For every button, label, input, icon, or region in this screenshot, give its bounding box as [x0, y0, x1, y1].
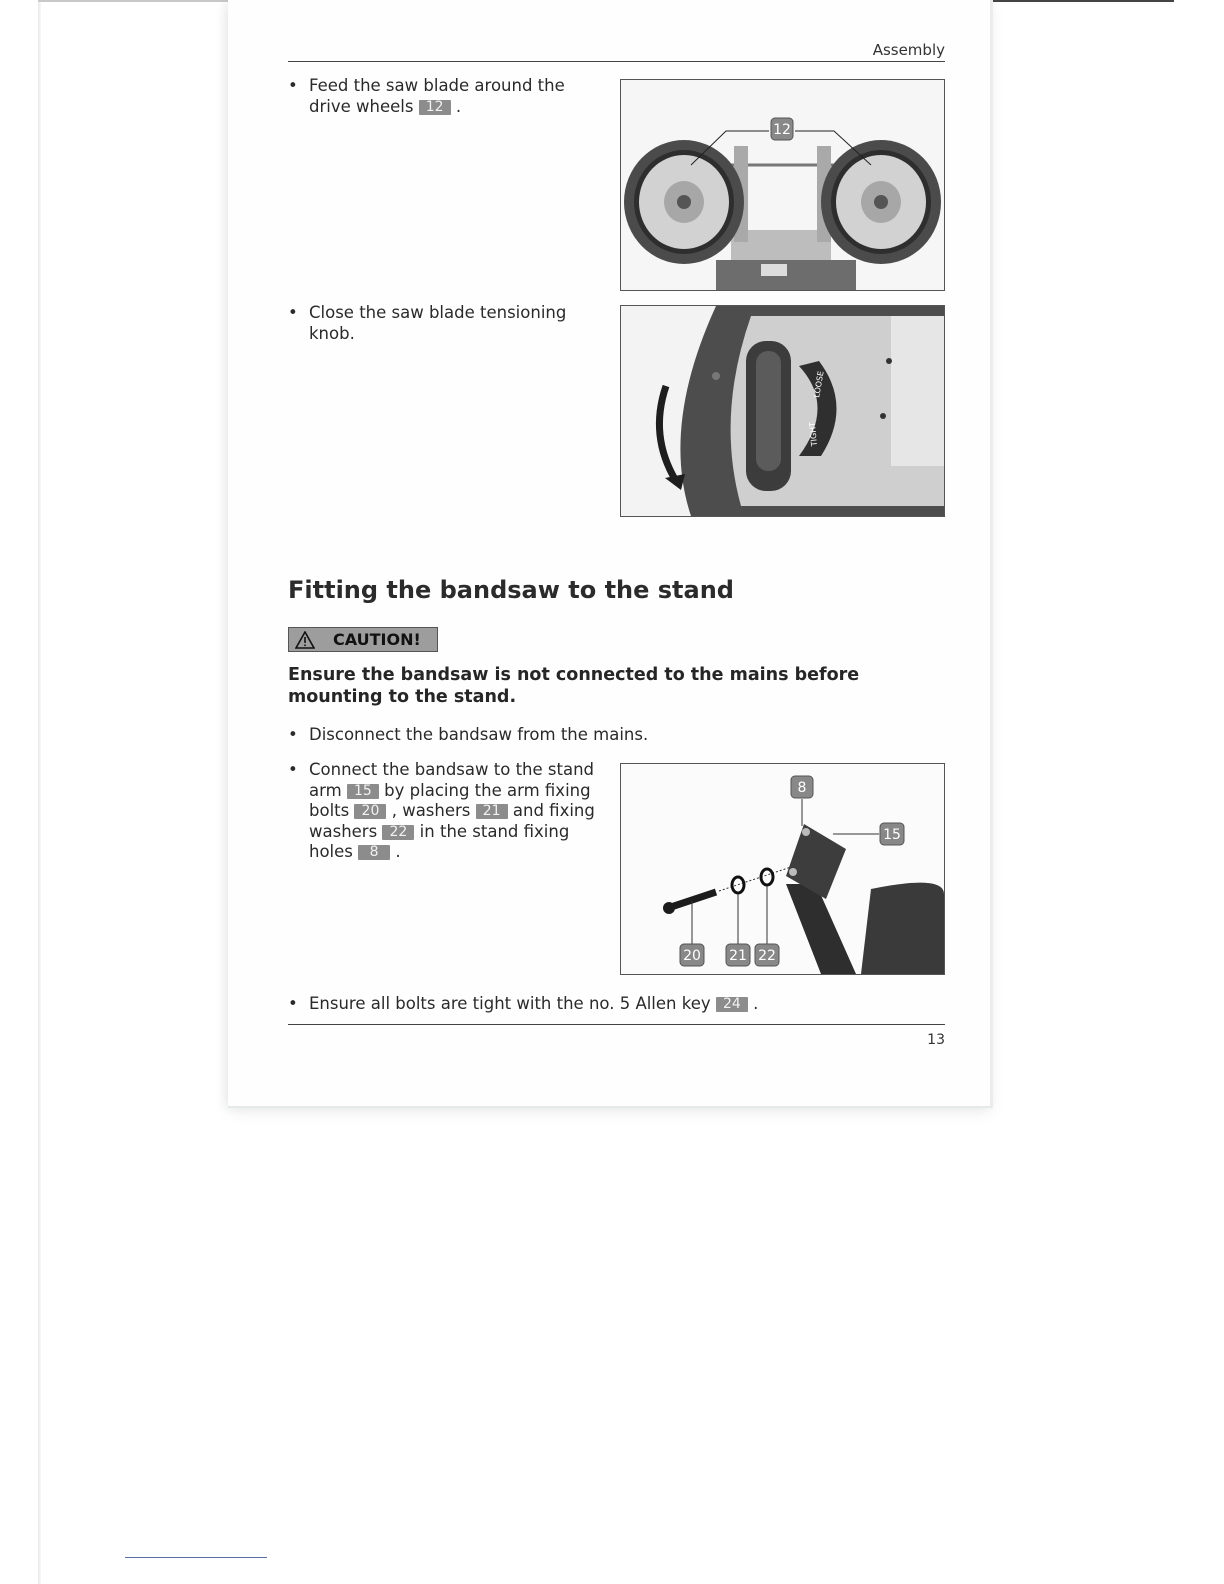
- scan-edge-left: [38, 0, 41, 1584]
- figure-stand-mount: [620, 763, 945, 975]
- bullet-dot: •: [288, 994, 298, 1013]
- step-text-part: by placing the arm fixing bolts: [309, 780, 591, 820]
- step-text: Disconnect the bandsaw from the mains.: [309, 725, 649, 744]
- figure-tension-knob: [620, 305, 945, 517]
- step-tighten-bolts: [288, 994, 928, 1015]
- step-text-part: Feed the saw blade around the drive wheels: [309, 76, 565, 116]
- running-header: Assembly: [872, 41, 945, 59]
- bullet-dot: •: [288, 725, 298, 744]
- caution-banner: [288, 627, 438, 652]
- callout-12: 12: [773, 122, 791, 138]
- callout-8: 8: [797, 780, 807, 796]
- step-text-part: Connect the bandsaw to the stand arm: [309, 760, 594, 800]
- header-rule: [288, 61, 945, 62]
- step-connect-stand: [288, 760, 610, 863]
- tension-knob-illustration: [621, 306, 944, 516]
- bullet-dot: •: [288, 76, 298, 95]
- caution-label: CAUTION!: [333, 630, 421, 649]
- bullet-dot: •: [288, 303, 298, 322]
- drive-wheels-illustration: [621, 80, 944, 290]
- step-text-part: .: [390, 842, 401, 861]
- step-text: [288, 760, 610, 863]
- step-feed-blade: [288, 76, 608, 117]
- bullet-dot: •: [288, 760, 298, 779]
- callout-20: 20: [683, 948, 701, 964]
- section-title: Fitting the bandsaw to the stand: [288, 576, 734, 604]
- step-text: [288, 994, 928, 1015]
- step-text-part: in the stand fixing holes: [309, 821, 570, 861]
- part-ref-badge: 22: [382, 825, 414, 840]
- warning-triangle-icon: [295, 631, 315, 649]
- step-text-part: , washers: [386, 801, 476, 820]
- scan-artifact-line: [38, 0, 228, 2]
- step-text: Close the saw blade tensioning knob.: [309, 303, 567, 343]
- figure-drive-wheels: [620, 79, 945, 291]
- callout-22: 22: [758, 948, 776, 964]
- scan-artifact-line: [125, 1557, 267, 1558]
- step-text: [288, 76, 608, 117]
- warning-text: Ensure the bandsaw is not connected to the mains before mounting to the stand.: [288, 665, 860, 707]
- page-number: 13: [927, 1032, 945, 1048]
- page-content: [288, 0, 945, 1100]
- callout-21: 21: [729, 948, 747, 964]
- label-tight: TIGHT: [807, 421, 819, 447]
- part-ref-badge: 20: [354, 804, 386, 819]
- part-ref-badge: 21: [476, 804, 508, 819]
- part-ref-badge: 12: [419, 100, 451, 115]
- step-disconnect: [288, 725, 928, 746]
- step-close-knob: [288, 303, 608, 344]
- label-loose: LOOSE: [812, 370, 826, 399]
- part-ref-badge: 24: [716, 997, 748, 1012]
- part-ref-badge: 15: [347, 784, 379, 799]
- step-text-part: .: [450, 96, 462, 116]
- part-ref-badge: 8: [358, 845, 390, 860]
- step-text-part: Ensure all bolts are tight with the no. 5 Allen key: [309, 994, 716, 1013]
- stand-mount-illustration: [621, 764, 944, 974]
- manual-page: [228, 0, 993, 1108]
- step-text-part: .: [747, 994, 759, 1013]
- scan-artifact-line: [990, 0, 1174, 2]
- step-text-part: and fixing washers: [309, 801, 595, 841]
- footer-rule: [288, 1024, 945, 1025]
- callout-15: 15: [883, 827, 901, 843]
